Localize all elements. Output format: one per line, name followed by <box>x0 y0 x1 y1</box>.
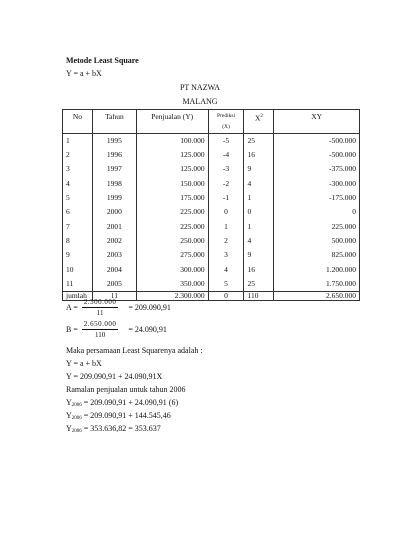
header-prediksi <box>208 110 244 134</box>
cell-y: 175.000 <box>136 191 208 205</box>
table-header-row <box>63 110 360 134</box>
cell-x2: 0 <box>244 205 274 219</box>
equation-intro: Maka persamaan Least Squarenya adalah : <box>66 346 203 355</box>
cell-no: 6 <box>63 205 93 219</box>
cell-x: 5 <box>208 277 244 292</box>
forecast-y-letter: Y <box>66 424 72 433</box>
cell-tahun: 1999 <box>92 191 136 205</box>
table-row <box>63 248 360 262</box>
base-formula: Y = a + bX <box>66 69 102 78</box>
header-prediksi-sub: (X) <box>222 124 230 130</box>
cell-xy: 0 <box>274 205 360 219</box>
cell-tahun: 1998 <box>92 177 136 191</box>
formula-a-label: A = <box>66 303 78 312</box>
cell-no: 4 <box>63 177 93 191</box>
cell-tahun: 2000 <box>92 205 136 219</box>
formula-b-denominator: 110 <box>94 331 106 339</box>
table-row <box>63 234 360 248</box>
cell-tahun: 2004 <box>92 262 136 276</box>
cell-x2: 4 <box>244 234 274 248</box>
cell-x: 4 <box>208 262 244 276</box>
cell-xy: -300.000 <box>274 177 360 191</box>
header-x2-sup: 2 <box>260 114 263 119</box>
formula-a-fraction <box>82 298 119 317</box>
cell-x2: 9 <box>244 248 274 262</box>
header-prediksi-label: Prediksi <box>217 113 236 119</box>
header-no: No <box>63 110 93 134</box>
table-row <box>63 134 360 149</box>
cell-x: 2 <box>208 234 244 248</box>
total-y: 2.300.000 <box>136 291 208 300</box>
formula-a <box>66 298 171 317</box>
forecast-step-3-text: = 353.636,82 = 353.637 <box>81 424 161 433</box>
header-xy: XY <box>274 110 360 134</box>
forecast-step-1-text: = 209.090,91 + 24.090,91 (6) <box>81 398 179 407</box>
cell-y: 150.000 <box>136 177 208 191</box>
cell-x: -2 <box>208 177 244 191</box>
cell-x2: 16 <box>244 262 274 276</box>
cell-x2: 1 <box>244 191 274 205</box>
cell-xy: -175.000 <box>274 191 360 205</box>
header-x2 <box>244 110 274 134</box>
cell-tahun: 2001 <box>92 219 136 233</box>
cell-x: -1 <box>208 191 244 205</box>
total-tahun: 11 <box>92 291 136 300</box>
cell-x2: 4 <box>244 177 274 191</box>
formula-a-numerator: 2.300.000 <box>83 298 117 306</box>
cell-no: 10 <box>63 262 93 276</box>
total-x: 0 <box>208 291 244 300</box>
cell-x: 3 <box>208 248 244 262</box>
forecast-step-2-text: = 209.090,91 + 144.545,46 <box>81 411 171 420</box>
total-xy: 2.650.000 <box>274 291 360 300</box>
forecast-y-sub: 2006 <box>71 416 82 421</box>
cell-y: 125.000 <box>136 148 208 162</box>
formula-a-result: = 209.090,91 <box>128 303 171 312</box>
cell-y: 225.000 <box>136 205 208 219</box>
header-tahun: Tahun <box>92 110 136 134</box>
cell-xy: -500.000 <box>274 148 360 162</box>
cell-tahun: 2005 <box>92 277 136 292</box>
cell-y: 225.000 <box>136 219 208 233</box>
cell-no: 1 <box>63 134 93 149</box>
cell-x: -5 <box>208 134 244 149</box>
cell-xy: 225.000 <box>274 219 360 233</box>
forecast-y-sub: 2006 <box>71 429 82 434</box>
table-row <box>63 277 360 292</box>
cell-tahun: 1997 <box>92 162 136 176</box>
formula-b-label: B = <box>66 325 78 334</box>
cell-tahun: 1995 <box>92 134 136 149</box>
cell-no: 8 <box>63 234 93 248</box>
cell-no: 2 <box>63 148 93 162</box>
company-name: PT NAZWA <box>179 83 221 92</box>
cell-x2: 1 <box>244 219 274 233</box>
cell-x: -4 <box>208 148 244 162</box>
forecast-y-letter: Y <box>66 411 72 420</box>
cell-x2: 9 <box>244 162 274 176</box>
forecast-step-3 <box>66 424 161 434</box>
cell-x: 1 <box>208 219 244 233</box>
cell-x: 0 <box>208 205 244 219</box>
cell-no: 5 <box>63 191 93 205</box>
cell-y: 125.000 <box>136 162 208 176</box>
formula-b-fraction <box>82 320 119 339</box>
cell-no: 3 <box>63 162 93 176</box>
header-x2-label: X <box>254 113 261 123</box>
table-row <box>63 205 360 219</box>
cell-y: 250.000 <box>136 234 208 248</box>
cell-tahun: 1996 <box>92 148 136 162</box>
forecast-y-letter: Y <box>66 398 72 407</box>
formula-b <box>66 320 167 339</box>
cell-x2: 25 <box>244 277 274 292</box>
formula-b-numerator: 2.650.000 <box>83 320 117 328</box>
table-row <box>63 162 360 176</box>
cell-xy: 500.000 <box>274 234 360 248</box>
total-no: jumlah <box>63 291 93 300</box>
forecast-step-2 <box>66 411 171 421</box>
cell-y: 300.000 <box>136 262 208 276</box>
total-x2: 110 <box>244 291 274 300</box>
table-row <box>63 148 360 162</box>
cell-y: 100.000 <box>136 134 208 149</box>
cell-xy: 1.750.000 <box>274 277 360 292</box>
section-heading: Metode Least Square <box>66 56 139 65</box>
cell-no: 9 <box>63 248 93 262</box>
cell-tahun: 2002 <box>92 234 136 248</box>
cell-xy: -375.000 <box>274 162 360 176</box>
table-row <box>63 191 360 205</box>
cell-y: 275.000 <box>136 248 208 262</box>
forecast-intro: Ramalan penjualan untuk tahun 2006 <box>66 385 186 394</box>
cell-xy: -500.000 <box>274 134 360 149</box>
forecast-y-sub: 2006 <box>71 403 82 408</box>
forecast-step-1 <box>66 398 178 408</box>
cell-x: -3 <box>208 162 244 176</box>
cell-tahun: 2003 <box>92 248 136 262</box>
formula-a-denominator: 11 <box>96 309 104 317</box>
table-row <box>63 177 360 191</box>
cell-no: 7 <box>63 219 93 233</box>
table-body <box>63 134 360 292</box>
formula-b-result: = 24.090,91 <box>128 325 167 334</box>
equation-general: Y = a + bX <box>66 359 102 368</box>
cell-no: 11 <box>63 277 93 292</box>
company-city: MALANG <box>182 97 218 106</box>
header-penjualan: Penjualan (Y) <box>136 110 208 134</box>
cell-x2: 25 <box>244 134 274 149</box>
cell-x2: 16 <box>244 148 274 162</box>
table-row <box>63 219 360 233</box>
cell-xy: 825.000 <box>274 248 360 262</box>
cell-y: 350.000 <box>136 277 208 292</box>
table-row <box>63 262 360 276</box>
least-square-table <box>62 109 360 301</box>
equation-filled: Y = 209.090,91 + 24.090,91X <box>66 372 163 381</box>
cell-xy: 1.200.000 <box>274 262 360 276</box>
